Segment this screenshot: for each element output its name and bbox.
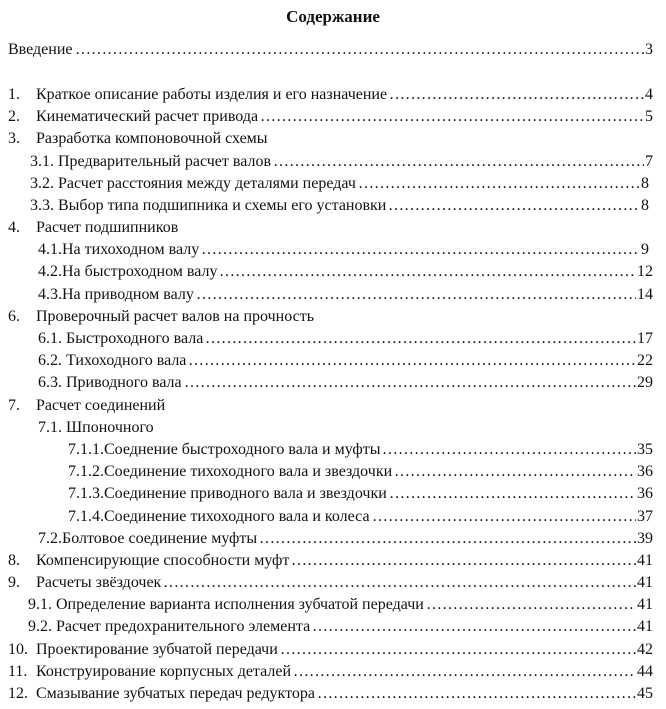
toc-leader bbox=[205, 328, 636, 350]
toc-entry bbox=[0, 173, 666, 195]
toc-leader bbox=[312, 616, 636, 638]
toc-entry-label: 6.2. Тихоходного вала bbox=[38, 352, 187, 369]
toc-entry bbox=[0, 683, 666, 705]
toc-entry bbox=[0, 528, 666, 550]
toc-entry-label: 7.2.Болтовое соединение муфты bbox=[38, 530, 258, 547]
toc-leader bbox=[426, 594, 636, 616]
toc-leader bbox=[372, 506, 636, 528]
toc-entry-page: 35 bbox=[637, 441, 653, 458]
toc-entry-page: 36 bbox=[637, 485, 653, 502]
toc-entry bbox=[0, 106, 666, 128]
toc-entry bbox=[0, 395, 666, 417]
toc-leader bbox=[388, 195, 640, 217]
toc-entry-number: 2. bbox=[8, 108, 20, 125]
toc-entry-page: 29 bbox=[637, 374, 653, 391]
toc-leader bbox=[201, 239, 640, 261]
toc-entry bbox=[0, 661, 666, 683]
toc-entry bbox=[0, 284, 666, 306]
toc-entry-label: 7.1.4.Соединение тихоходного вала и колеса bbox=[68, 508, 370, 525]
page-title: Содержание bbox=[286, 7, 380, 26]
toc-entry-label: Расчеты звёздочек bbox=[36, 574, 162, 591]
toc-entry bbox=[0, 217, 666, 239]
toc-entry-label: 3.2. Расчет расстояния между деталями передач bbox=[30, 175, 356, 192]
toc-leader bbox=[389, 84, 644, 106]
toc-leader bbox=[163, 572, 636, 594]
toc-entry bbox=[0, 328, 666, 350]
toc-entry-number: 6. bbox=[8, 308, 20, 325]
toc-entry bbox=[0, 506, 666, 528]
toc-entry-label: Конструирование корпусных деталей bbox=[36, 663, 292, 680]
toc-entry-label: 6.3. Приводного вала bbox=[38, 374, 182, 391]
toc-entry-number: 7. bbox=[8, 397, 20, 414]
toc-leader bbox=[358, 173, 640, 195]
toc-entry-number: 3. bbox=[8, 130, 20, 147]
toc-leader bbox=[273, 151, 644, 173]
toc-entry-page: 22 bbox=[637, 352, 653, 369]
toc-entry-page: 45 bbox=[637, 685, 653, 702]
toc-entry bbox=[0, 39, 666, 61]
toc-entry-label: Проектирование зубчатой передачи bbox=[36, 641, 278, 658]
toc-entry bbox=[0, 128, 666, 150]
toc-entry-page: 17 bbox=[637, 330, 653, 347]
toc-entry-label: 7.1.1.Соеднение быстроходного вала и муфты bbox=[68, 441, 381, 458]
toc-entry-page: 8 bbox=[641, 197, 649, 214]
toc-entry-page: 5 bbox=[645, 108, 653, 125]
toc-entry-label: 9.2. Расчет предохранительного элемента bbox=[28, 618, 311, 635]
toc-entry-page: 41 bbox=[637, 596, 653, 613]
toc-entry-label: 4.3.На приводном валу bbox=[38, 286, 194, 303]
toc-entry-label: Краткое описание работы изделия и его назначение bbox=[36, 86, 388, 103]
toc-leader bbox=[317, 683, 636, 705]
toc-entry-label: 9.1. Определение варианта исполнения зубчатой передачи bbox=[28, 596, 424, 613]
toc-entry bbox=[0, 550, 666, 572]
toc-entry-page: 4 bbox=[645, 86, 653, 103]
toc-entry-page: 9 bbox=[641, 241, 649, 258]
toc-entry-label: 4.1.На тихоходном валу bbox=[38, 241, 200, 258]
toc-entry-label: Расчет соединений bbox=[36, 397, 166, 414]
toc-entry-number: 9. bbox=[8, 574, 20, 591]
toc-entry bbox=[0, 639, 666, 661]
toc-entry bbox=[0, 372, 666, 394]
toc-entry-page: 41 bbox=[637, 552, 653, 569]
toc-entry-label: Расчет подшипников bbox=[36, 219, 179, 236]
toc-leader bbox=[188, 350, 636, 372]
toc-entry-label: Компенсирующие способности муфт bbox=[36, 552, 290, 569]
toc-entry-page: 42 bbox=[637, 641, 653, 658]
toc-leader bbox=[382, 439, 636, 461]
toc-entry bbox=[0, 261, 666, 283]
toc-entry-page: 12 bbox=[637, 263, 653, 280]
toc-entry-page: 8 bbox=[641, 175, 649, 192]
toc-entry-label: Введение bbox=[8, 41, 73, 58]
toc-entry-page: 44 bbox=[637, 663, 653, 680]
toc-entry-label: Кинематический расчет привода bbox=[36, 108, 259, 125]
toc-entry-number: 8. bbox=[8, 552, 20, 569]
toc-entry-page: .3 bbox=[641, 41, 653, 58]
toc-entry bbox=[0, 151, 666, 173]
toc-entry bbox=[0, 483, 666, 505]
toc-entry-number: 12. bbox=[8, 685, 28, 702]
toc-entry-label: 3.1. Предварительный расчет валов bbox=[30, 153, 271, 170]
toc-leader bbox=[291, 550, 636, 572]
toc-entry-number: 4. bbox=[8, 219, 20, 236]
toc-entry-page: 37 bbox=[637, 508, 653, 525]
toc-entry-label: Разработка компоновочной схемы bbox=[36, 130, 268, 147]
toc-leader bbox=[196, 284, 636, 306]
toc-entry bbox=[0, 616, 666, 638]
toc-entry bbox=[0, 195, 666, 217]
toc-entry-label: 7.1.2.Соединение тихоходного вала и звездочки bbox=[68, 463, 393, 480]
toc-leader bbox=[389, 483, 636, 505]
toc-entry bbox=[0, 461, 666, 483]
toc-entry-label: 6.1. Быстроходного вала bbox=[38, 330, 204, 347]
toc-entry bbox=[0, 350, 666, 372]
toc-entry-page: 41 bbox=[637, 574, 653, 591]
toc-leader bbox=[184, 372, 636, 394]
toc-entry-number: 1. bbox=[8, 86, 20, 103]
toc-entry bbox=[0, 84, 666, 106]
toc-leader bbox=[219, 261, 636, 283]
toc-entry-page: 41 bbox=[637, 618, 653, 635]
toc-entry-label: Проверочный расчет валов на прочность bbox=[36, 308, 314, 325]
toc-leader bbox=[259, 528, 636, 550]
toc-entry-label: 4.2.На быстроходном валу bbox=[38, 263, 218, 280]
toc-entry bbox=[0, 306, 666, 328]
toc-leader bbox=[75, 39, 640, 61]
toc-entry bbox=[0, 439, 666, 461]
toc-entry bbox=[0, 417, 666, 439]
toc-entry-page: 14 bbox=[637, 286, 653, 303]
toc-entry-page: 7 bbox=[645, 153, 653, 170]
toc-leader bbox=[394, 461, 636, 483]
toc-leader bbox=[260, 106, 644, 128]
toc-entry-number: 11. bbox=[8, 663, 28, 680]
toc-entry-label: Смазывание зубчатых передач редуктора bbox=[36, 685, 315, 702]
toc-entry bbox=[0, 572, 666, 594]
toc-entry-label: 7.1. Шпоночного bbox=[38, 419, 154, 436]
toc-entry bbox=[0, 239, 666, 261]
toc-entry-page: 36 bbox=[637, 463, 653, 480]
toc-entry-page: 39 bbox=[637, 530, 653, 547]
toc-entry-label: 3.3. Выбор типа подшипника и схемы его установки bbox=[30, 197, 387, 214]
toc-entry-number: 10. bbox=[8, 641, 28, 658]
toc-leader bbox=[293, 661, 636, 683]
toc-entry bbox=[0, 594, 666, 616]
toc-entry-label: 7.1.3.Соединение приводного вала и звездочки bbox=[68, 485, 387, 502]
toc-leader bbox=[280, 639, 636, 661]
